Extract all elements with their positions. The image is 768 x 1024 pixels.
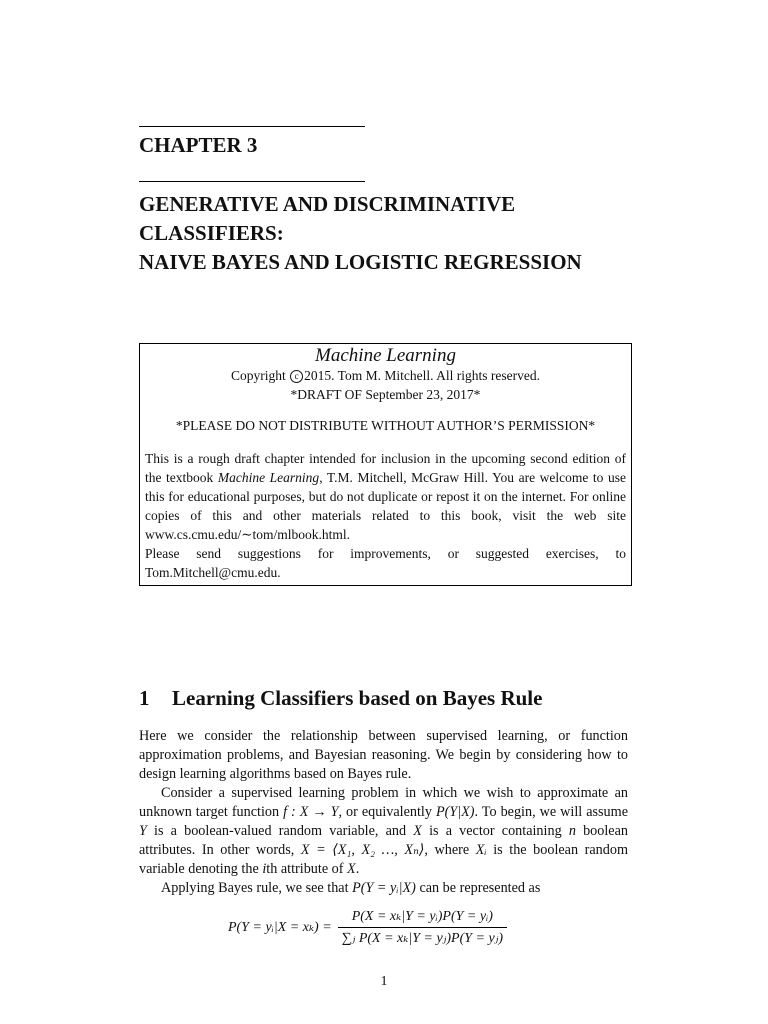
text: . To begin, we will assume — [474, 804, 628, 820]
text: th attribute of — [266, 861, 348, 877]
paragraph-1: Here we consider the relationship between supervised learning, or function approximation problems, and Bayesian reasoning. We begin by considering how to design learning algorithms based on Bayes rule. — [139, 728, 628, 782]
page-number: 1 — [380, 974, 388, 989]
copyright-icon: c — [290, 370, 303, 383]
chapter-rule — [139, 181, 365, 182]
math: n — [568, 823, 576, 839]
math: Xᵢ — [475, 842, 487, 858]
math: X = ⟨X₁, X₂ …, Xₙ⟩ — [300, 842, 425, 858]
notice-text-2: , T.M. Mitchell, McGraw Hill. You are welcome to use this for educational purposes, but do not duplicate or repost it on the internet. For online copies of this and other materials related to this book, visit the web site www.cs.cmu.edu/∼tom/mlbook.html. — [145, 469, 626, 542]
copyright-notice-box — [139, 343, 632, 586]
title-line-3: NAIVE BAYES AND LOGISTIC REGRESSION — [139, 250, 582, 274]
math: Y — [139, 823, 147, 839]
notice-text-1: This is a rough draft chapter intended for inclusion in the upcoming second edition of the textbook — [145, 450, 626, 485]
text: is a boolean-valued random variable, and — [146, 823, 414, 839]
top-rule — [139, 126, 365, 127]
math: X — [413, 823, 422, 839]
equation-numerator: P(X = xₖ|Y = yᵢ)P(Y = yᵢ) — [351, 909, 493, 924]
math: X — [347, 861, 356, 877]
permission-line: *PLEASE DO NOT DISTRIBUTE WITHOUT AUTHOR’S PERMISSION* — [175, 418, 596, 433]
paragraph-3 — [139, 879, 628, 898]
equation-fraction — [338, 908, 507, 947]
math: i — [262, 861, 267, 877]
equation-denominator: ∑ⱼ P(X = xₖ|Y = yⱼ)P(Y = yⱼ) — [341, 931, 504, 946]
body-text — [139, 727, 628, 898]
text: can be represented as — [415, 880, 541, 896]
section-heading — [139, 686, 542, 711]
copyright-suffix: 2015. Tom M. Mitchell. All rights reserved. — [304, 368, 540, 383]
suggestions-paragraph: Please send suggestions for improvements, or suggested exercises, to Tom.Mitchell@cmu.edu. — [145, 545, 626, 580]
text: , where — [424, 842, 476, 858]
bayes-equation — [228, 908, 507, 947]
text: , or equivalently — [338, 804, 436, 820]
draft-line: *DRAFT OF September 23, 2017* — [290, 386, 481, 402]
copyright-line — [145, 367, 626, 386]
section-number: 1 — [139, 686, 150, 710]
math: f : X → Y — [283, 804, 339, 820]
text: is a vector containing — [421, 823, 569, 839]
math: P(Y = yᵢ|X) — [352, 880, 416, 896]
title-line-1: GENERATIVE AND DISCRIMINATIVE — [139, 192, 516, 216]
chapter-title — [139, 190, 582, 277]
text: Applying Bayes rule, we see that — [161, 880, 353, 896]
text: is the boolean random variable denoting the — [139, 842, 628, 877]
notice-body — [145, 449, 626, 582]
notice-title: Machine Learning — [315, 345, 456, 366]
equation-lhs: P(Y = yᵢ|X = xₖ) = — [228, 920, 332, 935]
chapter-label: CHAPTER 3 — [139, 133, 258, 157]
title-line-2: CLASSIFIERS: — [139, 221, 284, 245]
book-title: Machine Learning — [217, 469, 320, 485]
copyright-prefix: Copyright — [231, 368, 290, 383]
text: boolean attributes. In other words, — [139, 823, 628, 858]
notice-paragraph — [145, 449, 626, 544]
math: P(Y|X) — [435, 804, 475, 820]
text: Consider a supervised learning problem in which we wish to approximate an unknown target function — [139, 785, 628, 820]
paragraph-2 — [139, 784, 628, 879]
text: . — [355, 861, 360, 877]
section-title: Learning Classifiers based on Bayes Rule — [172, 686, 543, 710]
